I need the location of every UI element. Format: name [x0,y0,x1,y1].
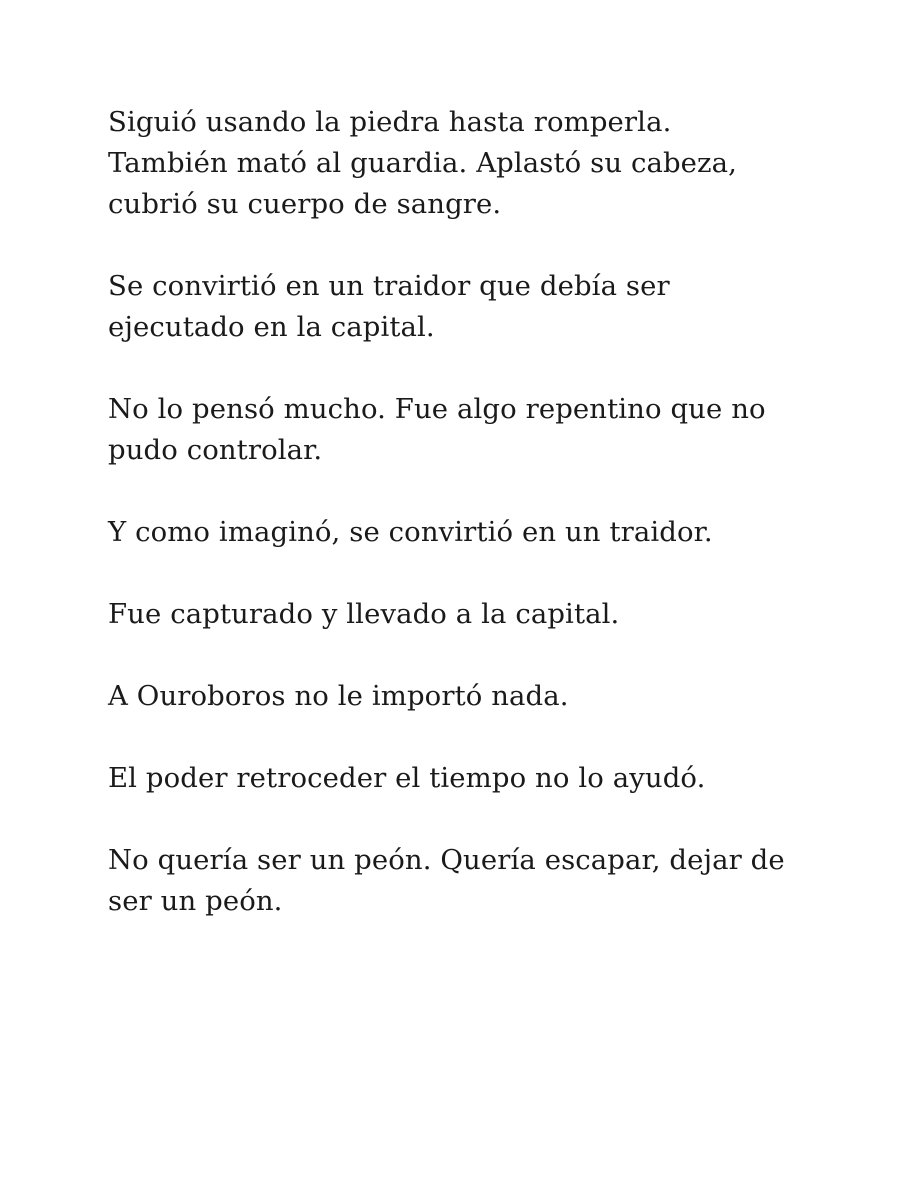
paragraph: Fue capturado y llevado a la capital. [108,598,620,630]
paragraph: A Ouroboros no le importó nada. [108,680,569,712]
paragraph: Se convirtió en un traidor que debía ser ejecutado en la capital. [108,270,670,343]
paragraph: No lo pensó mucho. Fue algo repentino que no pudo controlar. [108,393,766,466]
paragraph: El poder retroceder el tiempo no lo ayudó. [108,762,706,794]
paragraph: No quería ser un peón. Quería escapar, dejar de ser un peón. [108,844,785,917]
paragraph: Y como imaginó, se convirtió en un traidor. [108,516,713,548]
paragraph: Siguió usando la piedra hasta romperla. También mató al guardia. Aplastó su cabeza, cubrió su cuerpo de sangre. [108,106,737,220]
text-body [108,102,798,963]
